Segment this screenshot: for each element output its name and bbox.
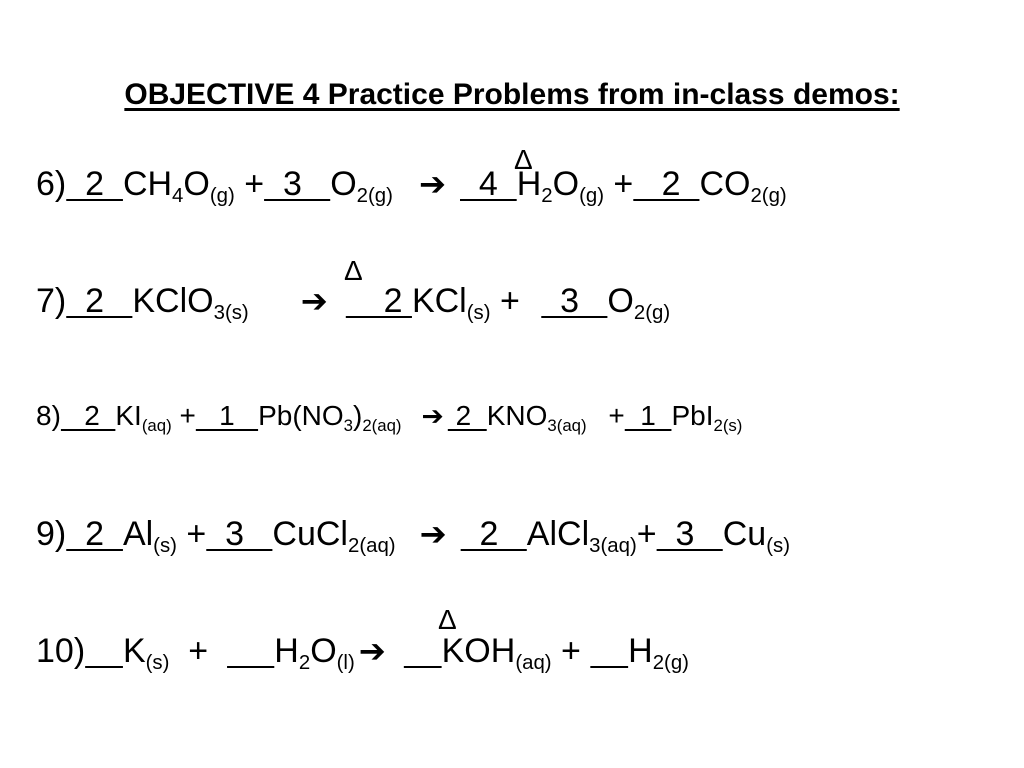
formula: O	[552, 165, 580, 203]
formula: H	[628, 632, 653, 670]
problem-10-equation	[36, 632, 689, 675]
formula: KNO	[486, 400, 548, 431]
heat-delta-symbol: Δ	[514, 144, 533, 175]
formula: KI	[115, 400, 142, 431]
coefficient-blank: 2	[66, 282, 133, 320]
state-subscript: (g)	[209, 185, 235, 208]
heat-delta-symbol: Δ	[344, 255, 363, 286]
plus-sign: +	[636, 515, 657, 553]
subscript: 3	[343, 415, 353, 435]
formula: CO	[699, 165, 751, 203]
plus-sign: +	[603, 165, 634, 203]
coefficient-blank: 1	[195, 400, 259, 431]
formula: AlCl	[526, 515, 590, 553]
formula: Al	[122, 515, 154, 553]
coefficient-blank	[590, 632, 628, 671]
plus-sign: +	[171, 400, 196, 431]
formula: KCl	[411, 282, 467, 320]
coefficient-blank: 2	[60, 400, 116, 431]
state-subscript: 3(aq)	[547, 415, 587, 435]
state-subscript: (s)	[766, 535, 790, 558]
coefficient-blank: 3	[656, 515, 723, 553]
problem-6-equation	[36, 165, 787, 208]
state-subscript: (aq)	[515, 652, 552, 675]
state-subscript: (s)	[145, 652, 170, 675]
formula: KClO	[132, 282, 214, 320]
coefficient-blank: 2	[66, 165, 123, 203]
right-arrow-icon: ➔	[421, 401, 444, 431]
formula: O	[330, 165, 357, 203]
state-subscript: 2(g)	[652, 652, 689, 675]
coefficient-blank: 2	[460, 515, 527, 553]
coefficient-blank	[227, 632, 274, 671]
coefficient-blank: 3	[264, 165, 331, 203]
formula: KOH	[441, 632, 516, 670]
state-subscript: (s)	[153, 535, 177, 558]
state-subscript: 3(s)	[213, 302, 249, 325]
page-title: OBJECTIVE 4 Practice Problems from in-class demos:	[124, 78, 900, 111]
formula: O	[607, 282, 634, 320]
problem-number: 7)	[36, 282, 67, 320]
state-subscript: (l)	[336, 652, 355, 675]
formula: H	[274, 632, 299, 670]
plus-sign: +	[551, 632, 591, 670]
state-subscript: (g)	[579, 185, 604, 208]
formula: Pb(NO	[258, 400, 344, 431]
formula: K	[122, 632, 146, 670]
heat-delta-symbol: Δ	[438, 604, 457, 635]
coefficient-blank: 2	[345, 282, 412, 320]
coefficient-blank: 3	[206, 515, 273, 553]
coefficient-blank	[85, 632, 123, 671]
state-subscript: 2(aq)	[362, 415, 402, 435]
state-subscript: 2(g)	[356, 185, 393, 208]
plus-sign: +	[490, 282, 530, 320]
formula: CuCl	[272, 515, 348, 553]
formula: O	[183, 165, 210, 203]
formula: O	[310, 632, 337, 670]
state-subscript: (s)	[466, 302, 491, 325]
subscript: 2	[298, 652, 311, 675]
coefficient-blank	[404, 632, 442, 671]
problem-number: 10)	[36, 632, 86, 670]
right-arrow-icon: ➔	[358, 633, 386, 669]
coefficient-blank: 3	[541, 282, 608, 320]
formula: Cu	[722, 515, 767, 553]
formula: CH	[122, 165, 173, 203]
state-subscript: 2(g)	[750, 185, 787, 208]
state-subscript: 2(g)	[633, 302, 671, 325]
formula: H	[516, 165, 542, 203]
state-subscript: 2(s)	[713, 415, 743, 435]
state-subscript: 3(aq)	[589, 535, 637, 558]
coefficient-blank: 2	[447, 400, 487, 431]
subscript: 4	[172, 185, 184, 208]
right-arrow-icon: ➔	[419, 516, 447, 552]
problem-number: 6)	[36, 165, 67, 203]
coefficient-blank: 4	[460, 165, 517, 203]
plus-sign: +	[169, 632, 228, 670]
right-arrow-icon: ➔	[300, 283, 328, 319]
state-subscript: 2(aq)	[347, 535, 396, 558]
state-subscript: (aq)	[141, 415, 172, 435]
subscript: 2	[541, 185, 553, 208]
plus-sign: +	[234, 165, 265, 203]
problem-9-equation	[36, 515, 790, 558]
problem-8-equation	[36, 400, 742, 436]
plus-sign: +	[176, 515, 207, 553]
coefficient-blank: 1	[624, 400, 672, 431]
formula: PbI	[671, 400, 714, 431]
formula: )	[353, 400, 363, 431]
right-arrow-icon: ➔	[418, 166, 446, 202]
coefficient-blank: 2	[633, 165, 700, 203]
problem-7-equation	[36, 282, 670, 325]
problem-number: 9)	[36, 515, 67, 553]
plus-sign: +	[600, 400, 625, 431]
problem-number: 8)	[36, 400, 61, 431]
coefficient-blank: 2	[66, 515, 123, 553]
